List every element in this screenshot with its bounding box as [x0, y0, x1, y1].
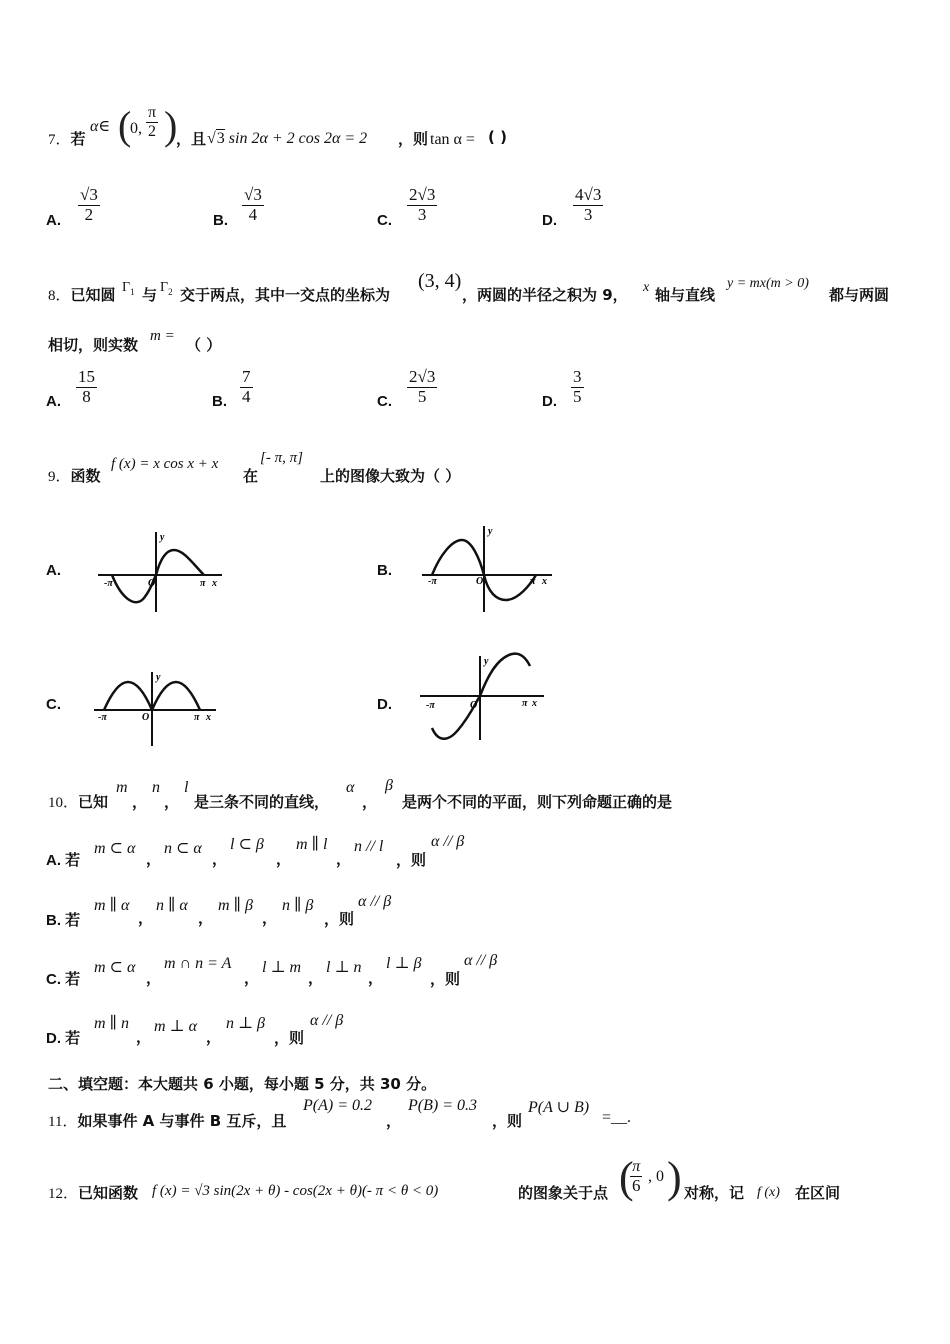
q10-d-then: ，则 [274, 1029, 305, 1047]
q9-graph-a [94, 520, 224, 615]
q12-text3: 对称，记 [684, 1184, 745, 1202]
q7-expression: √3 sin 2α + 2 cos 2α = 2 [207, 130, 368, 147]
q10-d-part1: m ∥ n [94, 1015, 129, 1032]
label-neg-pi: -π [426, 700, 435, 711]
q10-comma1: ， [132, 793, 148, 811]
q7-option-c: $\frac{2√3}{3}$ [409, 185, 436, 224]
q9-graph-d [418, 650, 548, 745]
q10-c-concl: α // β [464, 952, 498, 969]
q10-c-comma4: ， [368, 969, 384, 987]
q12-number: 12． [48, 1186, 79, 1202]
label-x: x [212, 578, 217, 589]
q10-d-comma1: ， [136, 1028, 152, 1046]
q10-c-then: ，则 [430, 970, 461, 988]
q8-point: (3, 4) [418, 270, 462, 292]
q9-text2: 上的图像大致为（ ） [320, 467, 461, 485]
q10-comma2: ， [164, 793, 180, 811]
label-neg-pi: -π [428, 576, 437, 587]
q10-c-part1: m ⊂ α [94, 959, 136, 976]
q10-b-comma3: ， [262, 909, 278, 927]
q10-option-a: A. 若 [46, 852, 81, 869]
q11-number: 11． [48, 1114, 78, 1130]
label-y: y [160, 532, 165, 543]
q10-a-part1: m ⊂ α [94, 840, 136, 857]
q10-a-comma2: ， [212, 850, 228, 868]
label-y: y [488, 526, 493, 537]
label-x: x [532, 698, 537, 709]
q10-number: 10． [48, 795, 79, 811]
q9-option-a-label: A. [46, 562, 61, 579]
q11-pa: P(A) = 0.2 [303, 1097, 372, 1114]
q11-blank: =__. [602, 1109, 632, 1126]
q10-b-part1: m ∥ α [94, 897, 130, 914]
q10-b-part4: n ∥ β [282, 897, 314, 914]
q7-option-a-label: A. [46, 212, 61, 229]
q10-d-part2: m ⊥ α [154, 1018, 197, 1035]
q12-point-zero: , 0 [648, 1168, 664, 1185]
q10-b-part2: n ∥ α [156, 897, 188, 914]
q10-b-then: ，则 [324, 910, 355, 928]
q9-zai: 在 [243, 467, 259, 485]
q12-fx: f (x) [757, 1185, 780, 1200]
q8-option-d: $\frac{3}{5}$ [573, 367, 582, 406]
q12-paren-left: ( [619, 1153, 634, 1202]
q7-two: 2 [148, 122, 157, 140]
q7-option-b: $\frac{√3}{4}$ [244, 185, 262, 224]
label-neg-pi: -π [98, 712, 107, 723]
q10-a-part3: l ⊂ β [230, 836, 264, 853]
q10-d-part3: n ⊥ β [226, 1015, 266, 1032]
q10-l: l [184, 779, 189, 796]
q10-a-comma3: ， [276, 850, 292, 868]
label-pi: π [194, 712, 200, 723]
q10-b-concl: α // β [358, 893, 392, 910]
q12-point-frac: $\frac{\pi}{6}$ [632, 1158, 641, 1195]
q10-c-part2: m ∩ n = A [164, 955, 232, 972]
label-origin: O [476, 576, 484, 587]
label-y: y [484, 656, 489, 667]
q8-gamma2: $\Gamma_2$ [160, 280, 173, 297]
q7-option-d-label: D. [542, 212, 557, 229]
section-2-title: 二、填空题：本大题共 6 小题，每小题 5 分，共 30 分。 [48, 1075, 437, 1093]
q7-comma-and: ，且 [176, 130, 207, 148]
q10-b-comma2: ， [198, 909, 214, 927]
q7-option-c-label: C. [377, 212, 392, 229]
q8-option-b-label: B. [212, 393, 227, 410]
q10-d-comma2: ， [206, 1028, 222, 1046]
q7-ruo: 若 [70, 130, 86, 148]
q12-func: f (x) = √3 sin(2x + θ) - cos(2x + θ)(- π < θ < 0) [152, 1183, 439, 1199]
q7-option-a: $\frac{√3}{2}$ [80, 185, 98, 224]
q7-interval-left: 0, [130, 120, 142, 137]
q7-then: ，则 [398, 130, 429, 148]
q10-alpha: α [346, 779, 355, 796]
curve [112, 550, 204, 602]
label-y: y [156, 672, 161, 683]
q7-condition: α∈ [90, 118, 111, 135]
q9-text1: 函数 [70, 467, 101, 485]
q7-option-d: $\frac{4√3}{3}$ [575, 185, 602, 224]
q12-text4: 在区间 [795, 1184, 841, 1202]
q9-option-d-label: D. [377, 696, 392, 713]
q10-a-comma1: ， [146, 850, 162, 868]
q10-c-part3: l ⊥ m [262, 959, 302, 976]
q10-a-part2: n ⊂ α [164, 840, 202, 857]
q8-x: x [643, 280, 650, 295]
q10-c-part4: l ⊥ n [326, 959, 362, 976]
q10-text2: 是三条不同的直线， [194, 793, 330, 811]
q8-option-c: $\frac{2√3}{5}$ [409, 367, 436, 406]
q9-graph-b [418, 520, 558, 615]
q9-option-c-label: C. [46, 696, 61, 713]
label-x: x [206, 712, 211, 723]
label-origin: O [470, 700, 478, 711]
q10-d-concl: α // β [310, 1012, 344, 1029]
q10-b-comma1: ， [138, 909, 154, 927]
q10-text3: 是两个不同的平面，则下列命题正确的是 [402, 793, 673, 811]
q12-paren-right: ) [667, 1153, 682, 1202]
q8-option-a: $\frac{15}{8}$ [78, 367, 95, 406]
q8-line: y = mx(m > 0) [727, 276, 809, 291]
q8-option-d-label: D. [542, 393, 557, 410]
q10-a-comma4: ， [336, 850, 352, 868]
q8-text4: 轴与直线 [655, 286, 716, 304]
q10-option-d: D. 若 [46, 1030, 81, 1047]
label-x: x [542, 576, 547, 587]
q11-comma: ， [386, 1112, 402, 1130]
q7-number: 7． [48, 132, 71, 148]
q12-text1: 已知函数 [78, 1184, 139, 1202]
q9-number: 9． [48, 469, 71, 485]
q10-c-comma2: ， [244, 969, 260, 987]
q10-n: n [152, 779, 160, 796]
q10-option-b: B. 若 [46, 912, 81, 929]
q10-c-comma1: ， [146, 969, 162, 987]
q10-b-part3: m ∥ β [218, 897, 253, 914]
q8-text3: ，两圆的半径之积为 9， [462, 286, 628, 304]
q12-text2: 的图象关于点 [518, 1184, 609, 1202]
q7-paren: ( ) [488, 128, 507, 146]
label-neg-pi: -π [104, 578, 113, 589]
q11-pb: P(B) = 0.3 [408, 1097, 477, 1114]
label-pi: π [530, 576, 536, 587]
q8-text1: 已知圆 [70, 286, 116, 304]
q10-c-part5: l ⊥ β [386, 955, 422, 972]
q8-meq: m = [150, 328, 175, 344]
q10-text1: 已知 [78, 793, 109, 811]
q10-option-c: C. 若 [46, 971, 81, 988]
q10-a-then: ，则 [396, 851, 427, 869]
q8-gamma1: $\Gamma_1$ [122, 280, 135, 297]
q8-number: 8． [48, 288, 71, 304]
q7-pi: π [148, 104, 157, 121]
q8-option-a-label: A. [46, 393, 61, 410]
q10-beta: β [385, 777, 393, 794]
q9-func: f (x) = x cos x + x [111, 456, 219, 472]
q8-yu: 与 [142, 286, 158, 304]
q7-paren-left: ( [118, 103, 132, 148]
q9-graph-c [90, 668, 220, 750]
q9-interval: [- π, π] [260, 450, 303, 466]
q10-c-comma3: ， [308, 969, 324, 987]
q11-text1: 如果事件 A 与事件 B 互斥，且 [77, 1112, 287, 1130]
label-pi: π [522, 698, 528, 709]
label-pi: π [200, 578, 206, 589]
q9-option-b-label: B. [377, 562, 392, 579]
q10-a-concl: α // β [431, 833, 465, 850]
q8-option-b: $\frac{7}{4}$ [242, 367, 251, 406]
q11-then: ，则 [492, 1112, 523, 1130]
q8-option-c-label: C. [377, 393, 392, 410]
label-origin: O [148, 578, 156, 589]
q10-m: m [116, 779, 128, 796]
q7-ask: tan α = [430, 131, 475, 148]
q10-comma3: ， [362, 793, 378, 811]
label-origin: O [142, 712, 150, 723]
q8-text2: 交于两点，其中一交点的坐标为 [180, 286, 391, 304]
q7-option-b-label: B. [213, 212, 228, 229]
q10-a-part5: n // l [354, 838, 384, 855]
q8-text5: 都与两圆 [829, 286, 890, 304]
q11-pab: P(A ∪ B) [528, 1099, 590, 1116]
q10-a-part4: m ∥ l [296, 836, 328, 853]
q8-paren: （ ） [186, 336, 222, 354]
q8-line2: 相切，则实数 [48, 336, 139, 354]
q7-paren-right: ) [164, 103, 178, 148]
